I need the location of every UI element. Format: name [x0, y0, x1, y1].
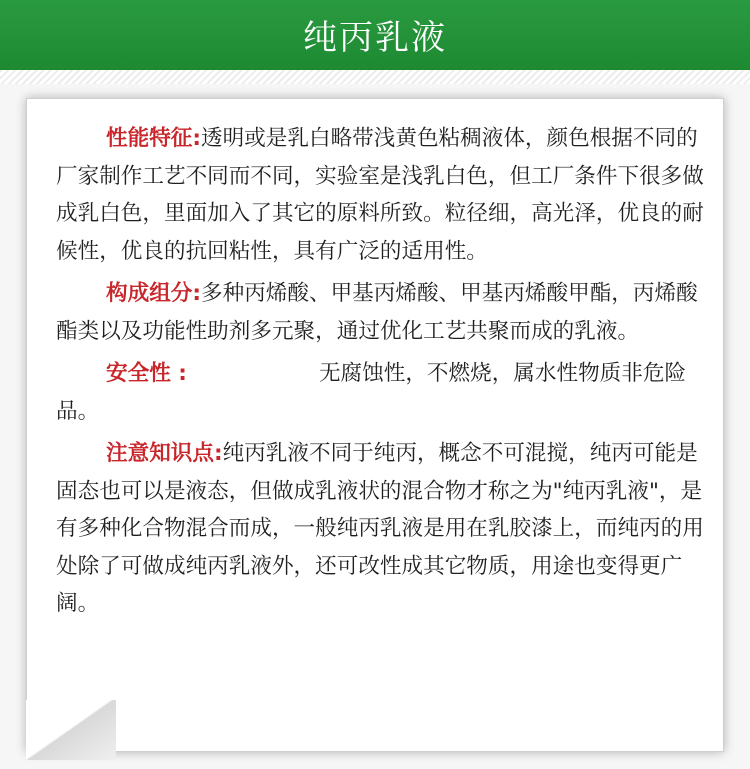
section-text: 无腐蚀性，不燃烧，属水性物质非危险品。	[56, 361, 687, 424]
section-notes	[56, 435, 706, 623]
decorative-stripe	[0, 70, 750, 84]
card-corner-fold	[26, 700, 116, 760]
section-features	[56, 120, 706, 270]
section-label: 构成组分:	[106, 281, 202, 306]
page-title: 纯丙乳液	[303, 17, 447, 58]
title-banner	[0, 0, 750, 70]
section-text: 多种丙烯酸、甲基丙烯酸、甲基丙烯酸甲酯，丙烯酸酯类以及功能性助剂多元聚，通过优化工艺共聚而成的乳液。	[56, 281, 698, 344]
section-composition	[56, 275, 706, 350]
section-safety	[56, 355, 706, 430]
content-text	[56, 120, 706, 623]
section-text: 纯丙乳液不同于纯丙，概念不可混搅，纯丙可能是固态也可以是液态，但做成乳液状的混合物才称之为"纯丙乳液"，是有多种化合物混合而成，一般纯丙乳液是用在乳胶漆上，而纯丙的用处除了可做成纯丙乳液外，还可改性成其它物质，用途也变得更广阔。	[56, 441, 704, 616]
section-label: 安全性 :	[106, 361, 187, 386]
section-text: 透明或是乳白略带浅黄色粘稠液体，颜色根据不同的厂家制作工艺不同而不同，实验室是浅乳白色，但工厂条件下很多做成乳白色，里面加入了其它的原料所致。粒径细，高光泽，优良的耐候性，优良的抗回粘性，具有广泛的适用性。	[56, 126, 704, 264]
section-label: 注意知识点:	[106, 441, 223, 466]
section-label: 性能特征:	[106, 126, 202, 151]
